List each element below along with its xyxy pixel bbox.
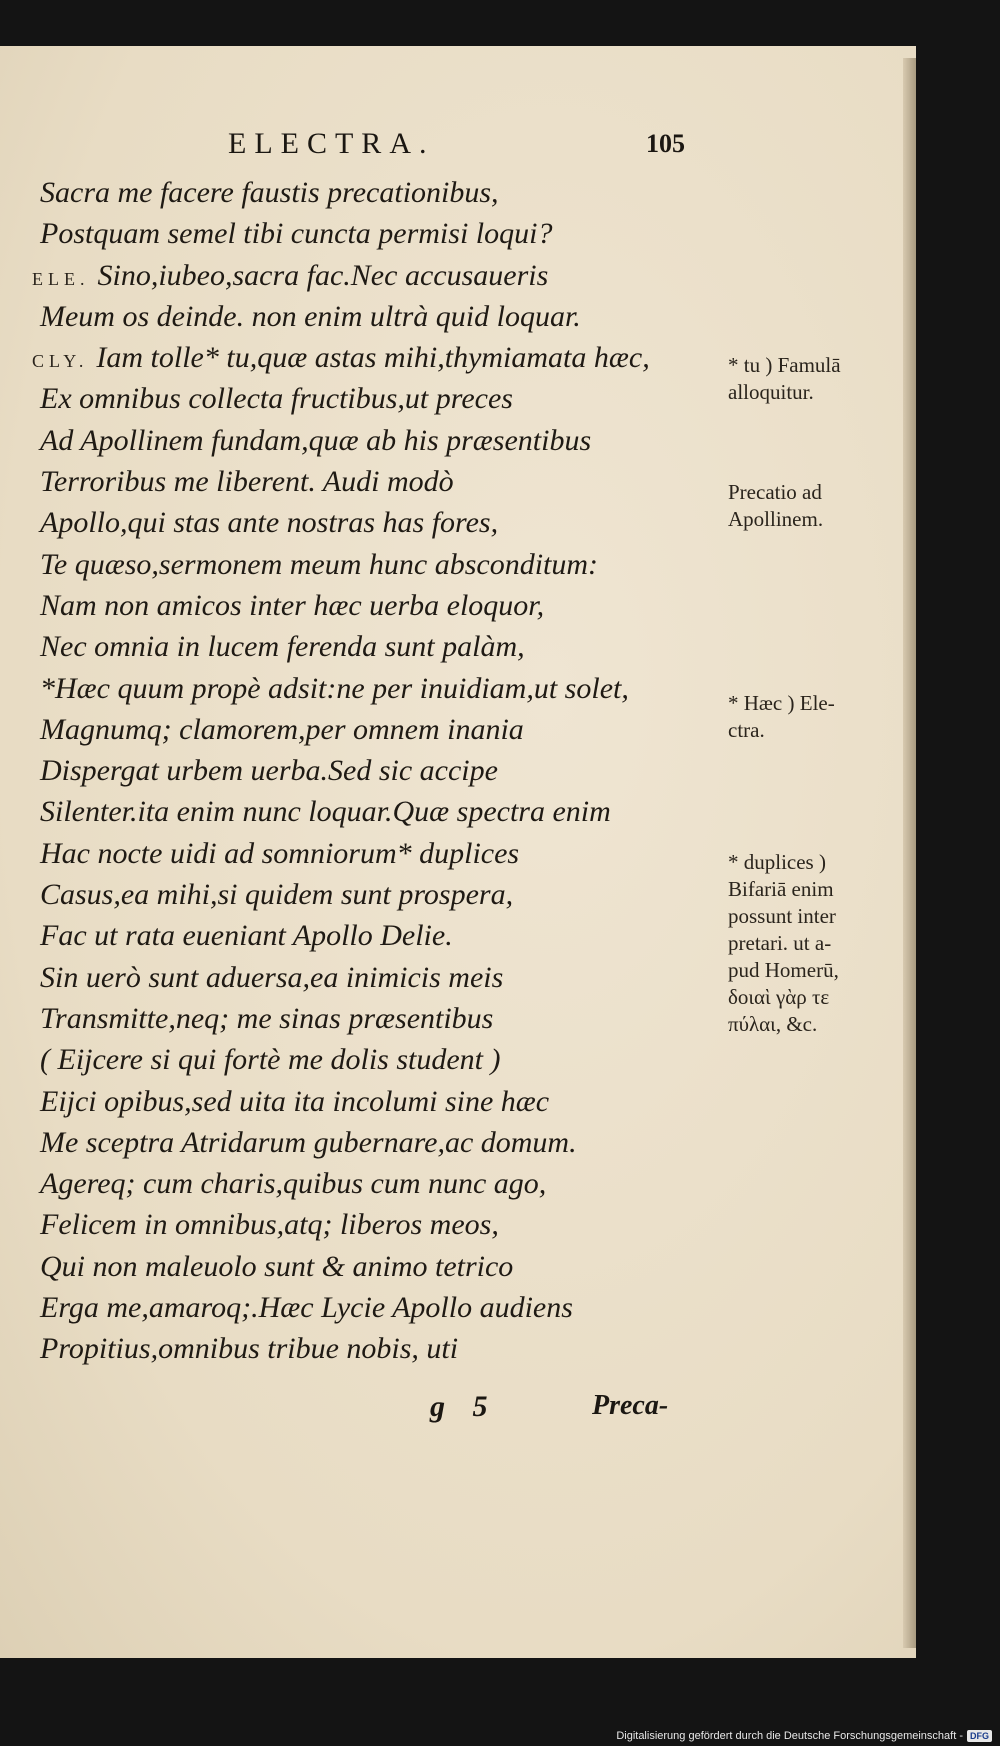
verse-line-text: Terroribus me liberent. Audi modò — [40, 465, 454, 499]
verse-line — [32, 461, 692, 502]
verse-line — [32, 420, 692, 461]
verse-line — [32, 1246, 692, 1287]
verse-line — [32, 626, 692, 667]
note-line: Bifariā enim — [728, 877, 834, 901]
verse-line — [32, 544, 692, 585]
dfg-logo-icon: DFG — [967, 1730, 992, 1742]
verse-line — [32, 255, 692, 296]
note-line: * Hæc ) Ele- — [728, 691, 835, 715]
verse-line-text: Propitius,omnibus tribue nobis, uti — [40, 1332, 459, 1366]
verse-line-text: Ad Apollinem fundam,quæ ab his præsentibus — [40, 423, 592, 457]
credit-text: Digitalisierung gefördert durch die Deutsche Forschungsgemeinschaft - — [616, 1730, 963, 1742]
verse-line-text: Transmitte,neq; me sinas præsentibus — [40, 1001, 494, 1035]
verse-line — [32, 213, 692, 254]
verse-line — [32, 1163, 692, 1204]
verse-line — [32, 1328, 692, 1369]
verse-line-text: Nam non amicos inter hæc uerba eloquor, — [40, 588, 545, 622]
verse-line — [32, 791, 692, 832]
verse-line-text: Magnumq; clamorem,per omnem inania — [40, 712, 524, 746]
note-line: * tu ) Famulā — [728, 353, 841, 377]
verse-text — [32, 172, 841, 1370]
note-line: Precatio ad — [728, 480, 822, 504]
marginal-note — [728, 690, 928, 744]
verse-line — [32, 1287, 692, 1328]
verse-line-text: Postquam semel tibi cuncta permisi loqui? — [40, 217, 553, 251]
note-line: πύλαι, &c. — [728, 1012, 818, 1036]
verse-line — [32, 1081, 692, 1122]
marginal-note — [728, 352, 928, 406]
verse-line — [32, 709, 692, 750]
verse-line — [32, 1204, 692, 1245]
verse-line — [32, 1122, 692, 1163]
verse-line-text: Sin uerò sunt aduersa,ea inimicis meis — [40, 960, 504, 994]
verse-line-text: Agereq; cum charis,quibus cum nunc ago, — [40, 1167, 547, 1201]
note-line: Apollinem. — [728, 507, 824, 531]
verse-line-text: Silenter.ita enim nunc loquar.Quæ spectra enim — [40, 795, 611, 829]
verse-line — [32, 998, 692, 1039]
verse-line — [32, 585, 692, 626]
verse-line-text: Sino,iubeo,sacra fac.Nec accusaueris — [97, 258, 549, 292]
verse-line — [32, 957, 692, 998]
verse-line — [32, 172, 692, 213]
verse-line — [32, 874, 692, 915]
verse-line-text: Ex omnibus collecta fructibus,ut preces — [40, 382, 513, 416]
verse-line-text: ( Eijcere si qui fortè me dolis student ) — [40, 1043, 501, 1077]
verse-line-text: Sacra me facere faustis precationibus, — [40, 176, 499, 209]
verse-line — [32, 668, 692, 709]
verse-line — [32, 833, 692, 874]
verse-line-text: Eijci opibus,sed uita ita incolumi sine hæc — [40, 1084, 550, 1118]
page-header — [0, 127, 916, 167]
verse-line-text: Iam tolle* tu,quæ astas mihi,thymiamata hæc, — [96, 341, 650, 375]
note-line: alloquitur. — [728, 380, 814, 404]
digitization-credit — [616, 1730, 992, 1742]
page-number: 105 — [646, 129, 685, 158]
verse-line-text: Felicem in omnibus,atq; liberos meos, — [40, 1208, 499, 1242]
speaker-label: CLY. — [32, 351, 89, 372]
note-line: δοιαὶ γὰρ τε — [728, 985, 830, 1009]
verse-line-text: Me sceptra Atridarum gubernare,ac domum. — [40, 1125, 577, 1159]
verse-line — [32, 502, 692, 543]
running-title: ELECTRA. — [228, 127, 435, 160]
verse-line-text: *Hæc quum propè adsit:ne per inuidiam,ut solet, — [40, 671, 629, 705]
verse-line-text: Meum os deinde. non enim ultrà quid loquar. — [40, 299, 581, 333]
note-line: * duplices ) — [728, 850, 826, 874]
note-line: ctra. — [728, 718, 765, 742]
note-line: pud Homerū, — [728, 958, 839, 982]
verse-line-text: Hac nocte uidi ad somniorum* duplices — [40, 836, 520, 870]
verse-line-text: Dispergat urbem uerba.Sed sic accipe — [40, 754, 498, 788]
verse-line-text: Te quæso,sermonem meum hunc absconditum: — [40, 547, 599, 581]
verse-line — [32, 296, 692, 337]
verse-line — [32, 378, 692, 419]
verse-line — [32, 1039, 692, 1080]
signature-mark: g 5 — [430, 1390, 498, 1423]
page-footer — [0, 1390, 916, 1430]
note-line: possunt inter — [728, 904, 836, 928]
verse-line-text: Casus,ea mihi,si quidem sunt prospera, — [40, 878, 514, 912]
verse-line-text: Fac ut rata eueniant Apollo Delie. — [40, 919, 453, 953]
verse-line — [32, 915, 692, 956]
speaker-label: ELE. — [32, 268, 90, 289]
verse-line-text: Qui non maleuolo sunt & animo tetrico — [40, 1249, 514, 1283]
verse-line — [32, 337, 692, 378]
catchword: Preca- — [592, 1390, 669, 1421]
verse-line — [32, 750, 692, 791]
verse-line-text: Erga me,amaroq;.Hæc Lycie Apollo audiens — [40, 1291, 573, 1325]
verse-line-text: Nec omnia in lucem ferenda sunt palàm, — [40, 630, 525, 664]
verse-line-text: Apollo,qui stas ante nostras has fores, — [40, 506, 499, 540]
marginal-note — [728, 849, 928, 1038]
note-line: pretari. ut a- — [728, 931, 832, 955]
marginal-note — [728, 479, 928, 533]
